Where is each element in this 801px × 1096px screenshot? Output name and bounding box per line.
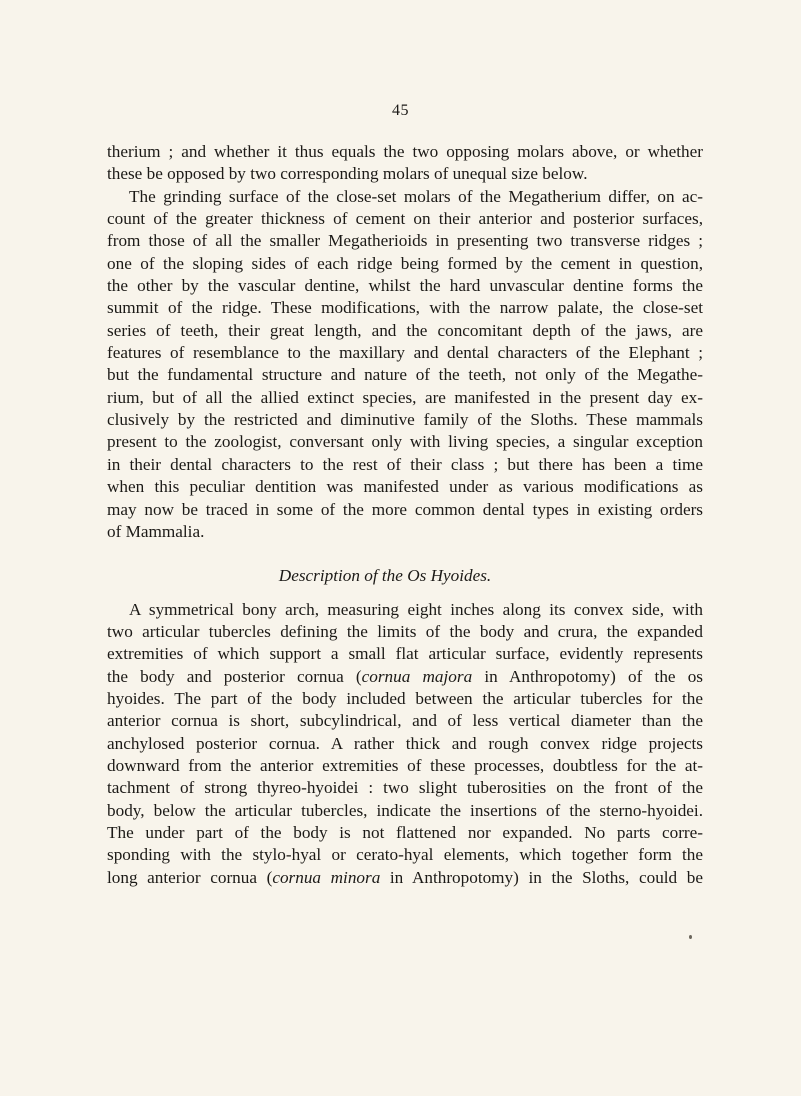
section-gap	[107, 543, 703, 565]
text-line: of Mammalia.	[107, 521, 205, 541]
text-line: features of resemblance to the maxillary and dental characters of the Elephant ;	[107, 343, 703, 363]
section-heading: Description of the Os Hyoides.	[278, 566, 492, 586]
text-line-cornua-minora	[107, 867, 703, 889]
text-line: hyoides. The part of the body included between the articular tubercles for the	[107, 688, 703, 708]
paragraph-os-hyoides	[107, 599, 703, 889]
text-line: the other by the vascular dentine, whilst the hard unvascular dentine forms the	[107, 276, 703, 296]
text-line: present to the zoologist, conversant only with living species, a singular exception	[107, 432, 703, 452]
text-line: anterior cornua is short, subcylindrical, and of less vertical diameter than the	[107, 711, 703, 731]
italic-term: cornua minora	[272, 867, 381, 887]
text-line: anchylosed posterior cornua. A rather thick and rough convex ridge projects	[107, 733, 703, 753]
text-line: series of teeth, their great length, and the concomitant depth of the jaws, are	[107, 320, 703, 340]
text-line: clusively by the restricted and diminutive family of the Sloths. These mammals	[107, 410, 703, 430]
text-line: but the fundamental structure and nature of the teeth, not only of the Megathe-	[107, 365, 703, 385]
text-line: body, below the articular tubercles, indicate the insertions of the sterno-hyoidei.	[107, 800, 703, 820]
text-run: the body and posterior cornua (	[107, 666, 362, 686]
text-line: sponding with the stylo-hyal or cerato-hyal elements, which together form the	[107, 845, 703, 865]
text-line: may now be traced in some of the more common dental types in existing orders	[107, 499, 703, 519]
section-gap	[107, 588, 703, 599]
text-line: two articular tubercles defining the limits of the body and crura, the expanded	[107, 621, 703, 641]
text-run: long anterior cornua (	[107, 867, 273, 887]
text-line: The under part of the body is not flattened nor expanded. No parts corre-	[107, 822, 703, 842]
body-text	[107, 141, 703, 889]
text-line: tachment of strong thyreo-hyoidei : two slight tuberosities on the front of the	[107, 778, 703, 798]
text-line: downward from the anterior extremities of these processes, doubtless for the at-	[107, 755, 703, 775]
text-line: A symmetrical bony arch, measuring eight inches along its convex side, with	[129, 599, 703, 619]
text-line: from those of all the smaller Megatherioids in presenting two transverse ridges ;	[107, 231, 703, 251]
text-line-cornua-majora	[107, 666, 703, 688]
text-line: therium ; and whether it thus equals the two opposing molars above, or whether	[107, 142, 703, 161]
text-line: these be opposed by two corresponding molars of unequal size below.	[107, 164, 588, 184]
text-line: rium, but of all the allied extinct species, are manifested in the present day ex-	[107, 387, 703, 407]
paragraph-grinding-surface	[107, 186, 703, 544]
paragraph-continued	[107, 141, 703, 186]
text-line: count of the greater thickness of cement on their anterior and posterior surfaces,	[107, 209, 703, 229]
text-line: summit of the ridge. These modifications, with the narrow palate, the close-set	[107, 298, 703, 318]
text-run: in Anthropotomy) of the os	[472, 666, 703, 686]
text-line: The grinding surface of the close-set molars of the Megatherium differ, on ac-	[129, 186, 703, 206]
text-run: in Anthropotomy) in the Sloths, could be	[380, 867, 703, 887]
text-line: extremities of which support a small flat articular surface, evidently represents	[107, 644, 703, 664]
ink-speck	[689, 935, 692, 939]
text-line: one of the sloping sides of each ridge being formed by the cement in question,	[107, 253, 703, 273]
page-number: 45	[392, 102, 409, 119]
text-line: when this peculiar dentition was manifested under as various modifications as	[107, 477, 703, 497]
italic-term: cornua majora	[361, 666, 473, 686]
text-line: in their dental characters to the rest of their class ; but there has been a time	[107, 454, 703, 474]
